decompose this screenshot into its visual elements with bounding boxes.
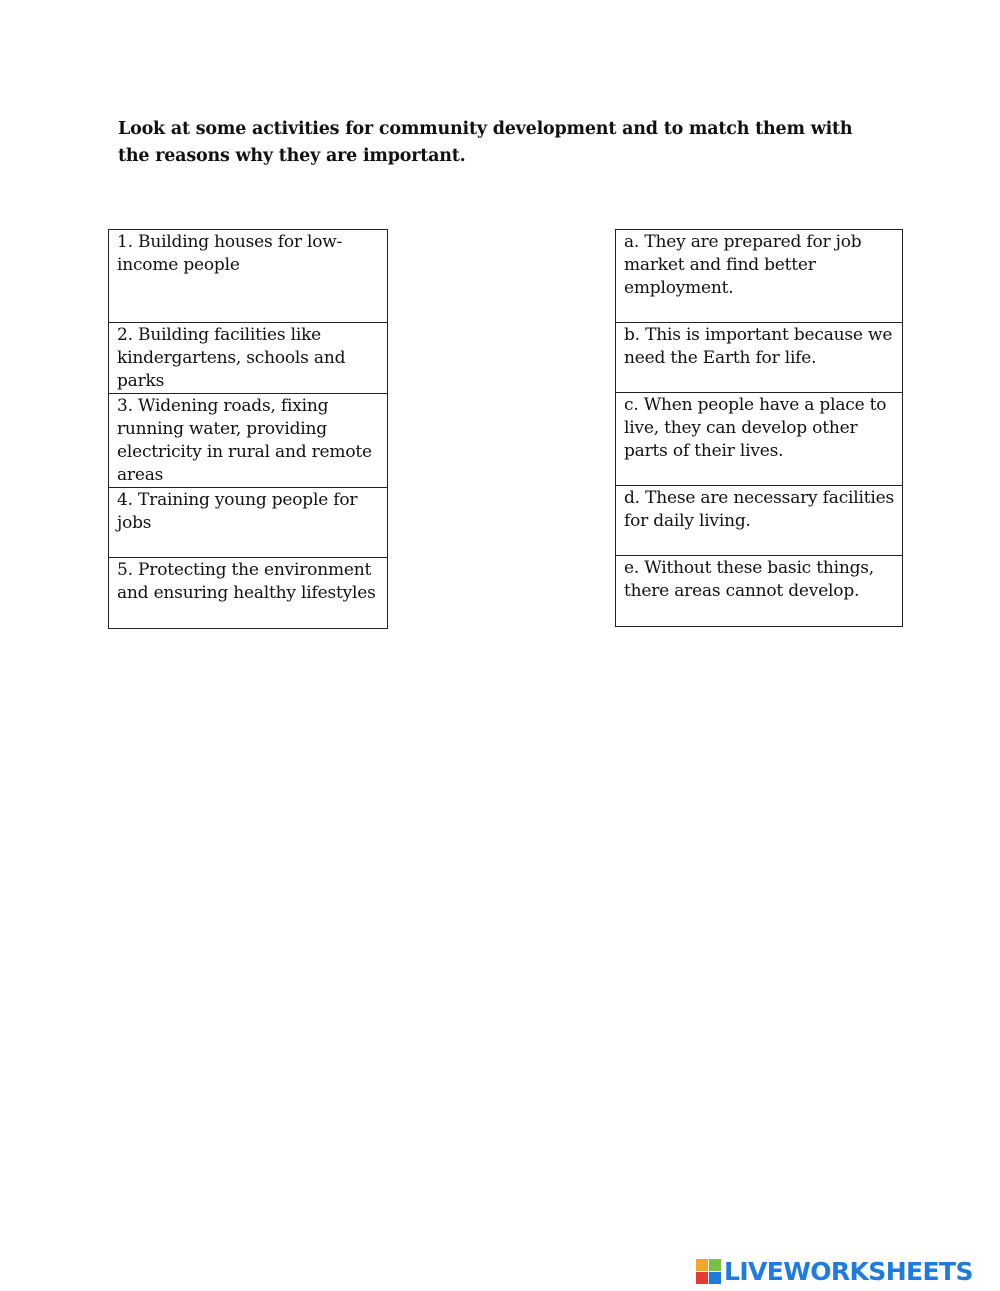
reason-item: d. These are necessary facilities for daily living. (616, 486, 903, 556)
logo-square (709, 1272, 721, 1284)
activity-item: 2. Building facilities like kindergartens, schools and parks (109, 323, 388, 394)
reasons-table (615, 229, 903, 627)
reason-item: b. This is important because we need the Earth for life. (616, 323, 903, 393)
liveworksheets-logo (696, 1257, 973, 1285)
reason-item: c. When people have a place to live, they can develop other parts of their lives. (616, 393, 903, 486)
liveworksheets-logo-text: LIVEWORKSHEETS (724, 1256, 973, 1286)
activities-table (108, 229, 388, 629)
reason-item: e. Without these basic things, there areas cannot develop. (616, 556, 903, 627)
activity-item: 1. Building houses for low-income people (109, 230, 388, 323)
logo-square (696, 1272, 708, 1284)
logo-square (696, 1259, 708, 1271)
liveworksheets-logo-icon (696, 1259, 721, 1284)
logo-square (709, 1259, 721, 1271)
instruction-text: Look at some activities for community development and to match them with the reasons why they are important. (118, 119, 853, 166)
activity-item: 3. Widening roads, fixing running water, providing electricity in rural and remote areas (109, 394, 388, 488)
reason-item: a. They are prepared for job market and find better employment. (616, 230, 903, 323)
activity-item: 4. Training young people for jobs (109, 488, 388, 558)
activity-item: 5. Protecting the environment and ensuring healthy lifestyles (109, 558, 388, 629)
